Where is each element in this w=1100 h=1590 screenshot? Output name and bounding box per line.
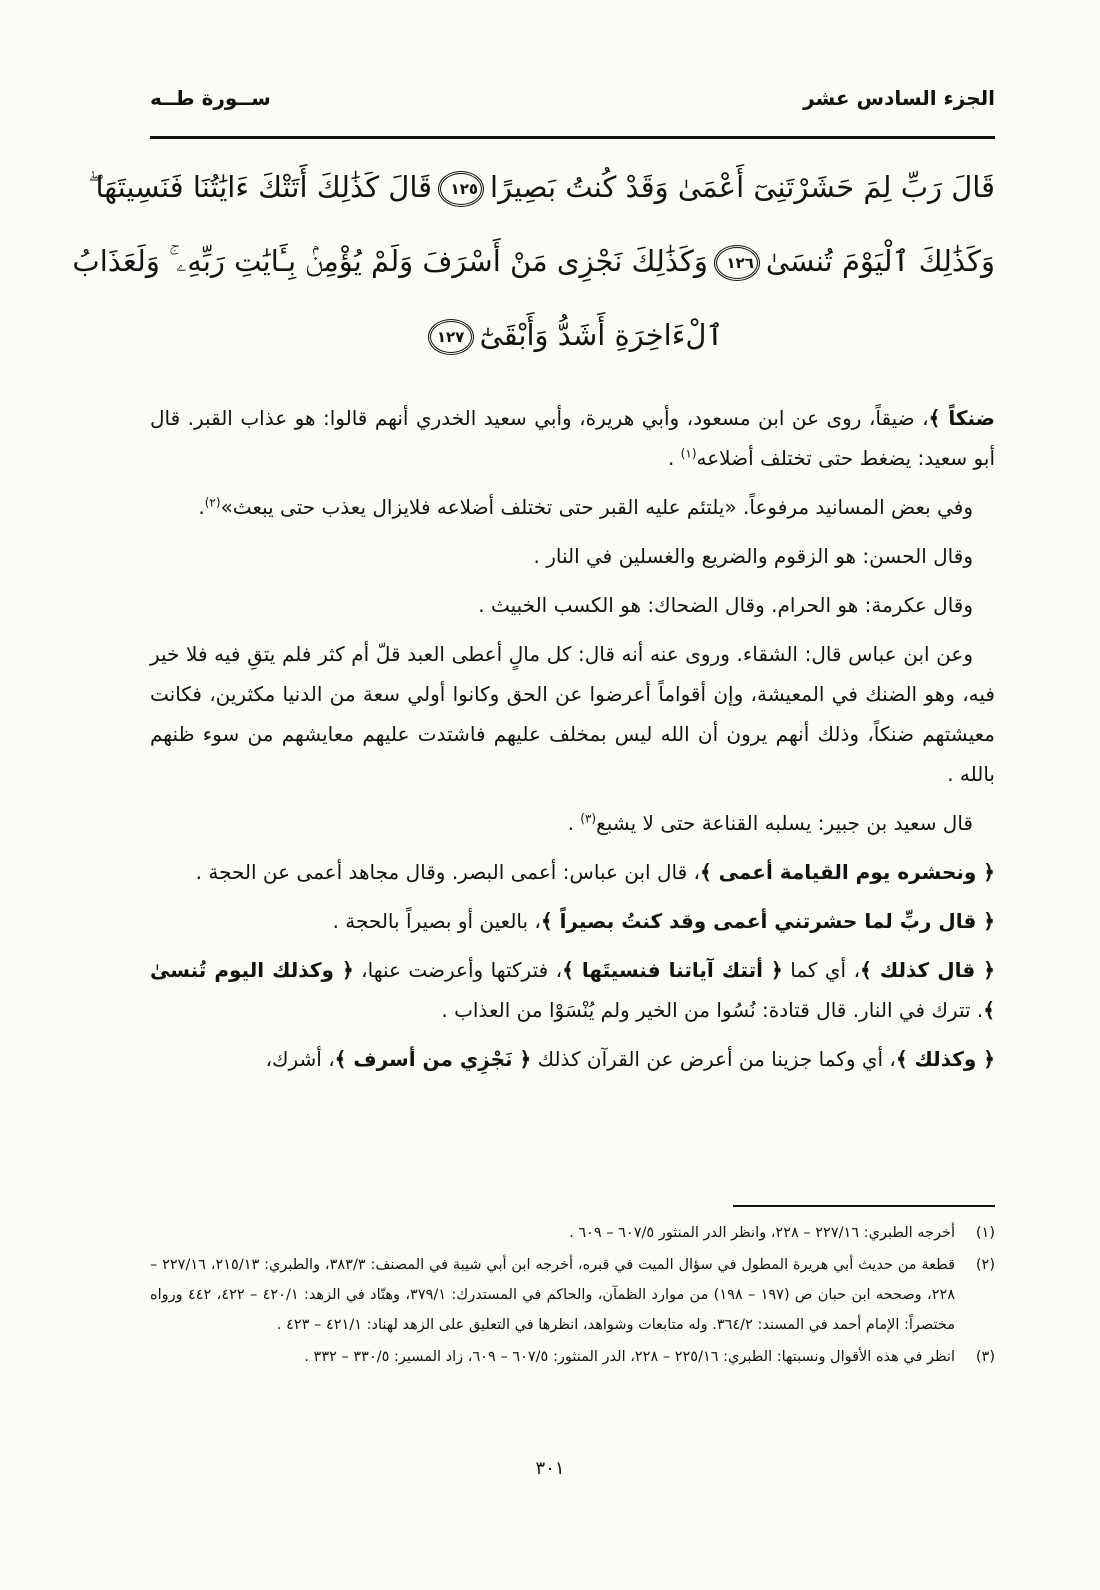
quran-line [72, 224, 995, 298]
quoted-verse: ﴿ قال ربِّ لما حشرتني أعمى وقد كنتُ بصيراً ﴾ [540, 909, 995, 933]
text-run: ، قال ابن عباس: أعمى البصر. وقال مجاهد أعمى عن الحجة . [195, 860, 700, 884]
text-run: ، أي وكما جزينا من أعرض عن القرآن كذلك [531, 1047, 896, 1071]
quran-text: وَكَذَٰلِكَ ٱلْيَوْمَ تُنسَىٰ [765, 244, 995, 278]
juz-title: الجزء السادس عشر [803, 86, 995, 110]
quoted-verse: ﴿ قال كذلك ﴾ [860, 958, 995, 982]
quran-line [88, 150, 995, 224]
commentary-paragraph [150, 634, 995, 794]
commentary-paragraph [150, 901, 995, 941]
footnote-text: انظر في هذه الأقوال ونسبتها: الطبري: ٢٢٥/١٦ – ٢٢٨، الدر المنثور: ٦٠٧/٥ – ٦٠٩، زاد المسير: ٣٣٠/٥ – ٣٣٢ . [304, 1349, 955, 1365]
commentary-paragraph [150, 950, 995, 1030]
page-number: ٣٠١ [535, 1458, 565, 1479]
text-run: ، بالعين أو بصيراً بالحجة . [332, 909, 541, 933]
text-run: ، أي كما [782, 958, 861, 982]
text-run: . تترك في النار. قال قتادة: نُسُوا من الخير ولم يُنْسَوْا من العذاب . [441, 998, 984, 1022]
quoted-verse: ﴿ أتتك آياتنا فنسيتَها ﴾ [562, 958, 783, 982]
quoted-verse: ﴿ ونحشره يوم القيامة أعمى ﴾ [699, 860, 995, 884]
text-run: ، أشرك، [265, 1047, 335, 1071]
text-run: ، ضيقاً، روى عن ابن مسعود، وأبي هريرة، وأبي سعيد الخدري أنهم قالوا: هو عذاب القبر. قال أبو سعيد: يضغط حتى تختلف أضلاعه [150, 406, 995, 470]
verse-number-marker: ١٢٥ [438, 171, 484, 207]
quran-line [150, 298, 995, 372]
footnote-number: (٣) [975, 1349, 995, 1365]
commentary-paragraph [150, 1039, 995, 1079]
text-run: وفي بعض المسانيد مرفوعاً. «يلتئم عليه القبر حتى تختلف أضلاعه فلايزال يعذب حتى يبعث» [220, 495, 973, 519]
verse-number-marker: ١٢٧ [428, 319, 474, 355]
footnote-number: (١) [975, 1225, 995, 1241]
quran-verses [72, 150, 995, 372]
quoted-verse: ضنكاً ﴾ [928, 406, 995, 430]
commentary-paragraph [150, 585, 995, 625]
quoted-verse: ﴿ وكذلك اليوم تُنسىٰ ﴾ [150, 958, 995, 1022]
commentary-paragraph [150, 803, 995, 843]
text-run: . [198, 495, 205, 519]
quran-text: وَكَذَٰلِكَ نَجْزِى مَنْ أَسْرَفَ وَلَمْ يُؤْمِنۢ بِـَٔايَٰتِ رَبِّهِۦ ۚ وَلَعَذَابُ [72, 244, 708, 278]
surah-title: ســورة طــه [150, 86, 271, 110]
text-run: وقال الحسن: هو الزقوم والضريع والغسلين في النار . [533, 544, 973, 568]
footnote-text: أخرجه الطبري: ٢٢٧/١٦ – ٢٢٨، وانظر الدر المنثور ٦٠٧/٥ – ٦٠٩ . [569, 1225, 955, 1241]
quoted-verse: ﴿ نَجْزِي من أسرف ﴾ [334, 1047, 532, 1071]
quoted-verse: ﴿ وكذلك ﴾ [895, 1047, 995, 1071]
text-run: . [567, 811, 581, 835]
quran-text: ٱلْءَاخِرَةِ أَشَدُّ وَأَبْقَىٰٓ [479, 318, 724, 352]
commentary-text [150, 398, 995, 1088]
text-run: وقال عكرمة: هو الحرام. وقال الضحاك: هو الكسب الخبيث . [478, 593, 973, 617]
header-rule [150, 136, 995, 139]
footnote-reference: (٢) [204, 495, 221, 510]
footnote [150, 1342, 995, 1372]
quran-text: قَالَ كَذَٰلِكَ أَتَتْكَ ءَايَٰتُنَا فَنَسِيتَهَا ۖ [88, 170, 433, 204]
commentary-paragraph [150, 536, 995, 576]
footnote-reference: (٣) [580, 811, 597, 826]
quran-text: قَالَ رَبِّ لِمَ حَشَرْتَنِىٓ أَعْمَىٰ وَقَدْ كُنتُ بَصِيرًا [490, 170, 995, 204]
footnote-number: (٢) [975, 1257, 995, 1273]
commentary-paragraph [150, 487, 995, 527]
text-run: قال سعيد بن جبير: يسلبه القناعة حتى لا يشبع [596, 811, 973, 835]
text-run: . [667, 446, 681, 470]
footnote-text: قطعة من حديث أبي هريرة المطول في سؤال الميت في قبره، أخرجه ابن أبي شيبة في المصنف: ٣٨٣/٣، والطبري: ٢١٥/١٣، ٢٢٧/١٦ – ٢٢٨، وصححه ابن حبان ص (١٩٧ – ١٩٨) من موارد الظمآن، والحاكم في المستدرك: ٣٧٩/١، وهنّاد في الزهد: ٤٢٠/١ – ٤٢٢، ٤٤٢ ورواه مختصراً: الإمام أحمد في المسند: ٣٦٤/٢. وله متابعات وشواهد، انظرها في التعليق على الزهد لهناد: ٤٢١/١ – ٤٢٣ . [150, 1257, 956, 1333]
footnote [150, 1250, 995, 1340]
footnote [150, 1218, 995, 1248]
footnote-separator [733, 1205, 995, 1207]
verse-number-marker: ١٢٦ [714, 245, 760, 281]
footnotes [150, 1218, 995, 1374]
commentary-paragraph [150, 398, 995, 478]
commentary-paragraph [150, 852, 995, 892]
text-run: ، فتركتها وأعرضت عنها، [353, 958, 563, 982]
page-header [150, 86, 995, 110]
text-run: وعن ابن عباس قال: الشقاء. وروى عنه أنه قال: كل مالٍ أعطى العبد قلّ أم كثر فلم يتقِ فيه فلا خير فيه، وهو الضنك في المعيشة، وإن أقواماً أعرضوا عن الحق وكانوا أولي سعة من الدنيا مكثرين، فكانت معيشتهم ضنكاً، وذلك أنهم يرون أن الله ليس بمخلف عليهم فاشتدت عليهم معايشهم من سوء ظنهم بالله . [150, 642, 995, 786]
footnote-reference: (١) [680, 446, 697, 461]
